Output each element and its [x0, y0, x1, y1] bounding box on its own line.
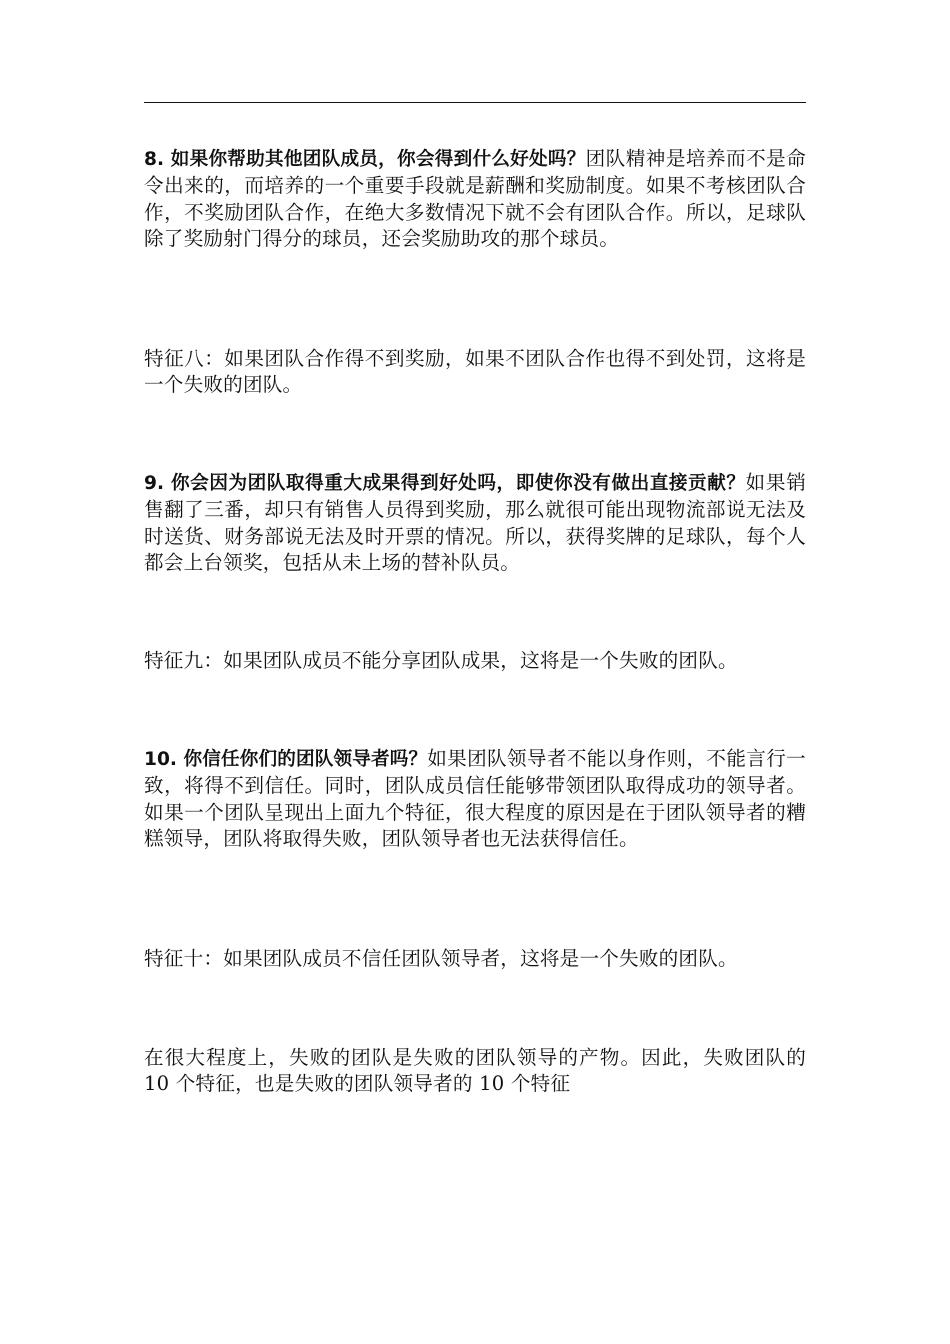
feature-10-paragraph: 特征十：如果团队成员不信任团队领导者，这将是一个失败的团队。	[144, 947, 738, 970]
feature-9-paragraph: 特征九：如果团队成员不能分享团队成果，这将是一个失败的团队。	[144, 649, 738, 672]
question-10-heading: 10. 你信任你们的团队领导者吗？	[144, 749, 428, 770]
question-10-paragraph	[144, 746, 806, 853]
question-10-body: 如果团队领导者不能以身作则，不能言行一致，将得不到信任。同时，团队成员信任能够带领团队取得成功的领导者。如果一个团队呈现出上面九个特征，很大程度的原因是在于团队领导者的糟糕领导，团队将取得失败，团队领导者也无法获得信任。	[144, 747, 806, 851]
feature-8-paragraph: 特征八：如果团队合作得不到奖励，如果不团队合作也得不到处罚，这将是一个失败的团队。	[144, 347, 806, 397]
conclusion-paragraph: 在很大程度上，失败的团队是失败的团队领导的产物。因此，失败团队的 10 个特征，也是失败的团队领导者的 10 个特征	[144, 1046, 806, 1096]
question-9-paragraph	[144, 470, 806, 577]
question-9-heading: 9. 你会因为团队取得重大成果得到好处吗，即使你没有做出直接贡献？	[144, 473, 746, 494]
question-9-body: 如果销售翻了三番，却只有销售人员得到奖励，那么就很可能出现物流部说无法及时送货、财务部说无法及时开票的情况。所以，获得奖牌的足球队，每个人都会上台领奖，包括从未上场的替补队员。	[144, 471, 806, 575]
header-rule	[144, 102, 806, 103]
question-8-heading: 8. 如果你帮助其他团队成员，你会得到什么好处吗？	[144, 149, 586, 170]
question-8-body: 团队精神是培养而不是命令出来的，而培养的一个重要手段就是薪酬和奖励制度。如果不考核团队合作，不奖励团队合作，在绝大多数情况下就不会有团队合作。所以，足球队除了奖励射门得分的球员，还会奖励助攻的那个球员。	[144, 147, 806, 251]
question-8-paragraph	[144, 146, 806, 253]
